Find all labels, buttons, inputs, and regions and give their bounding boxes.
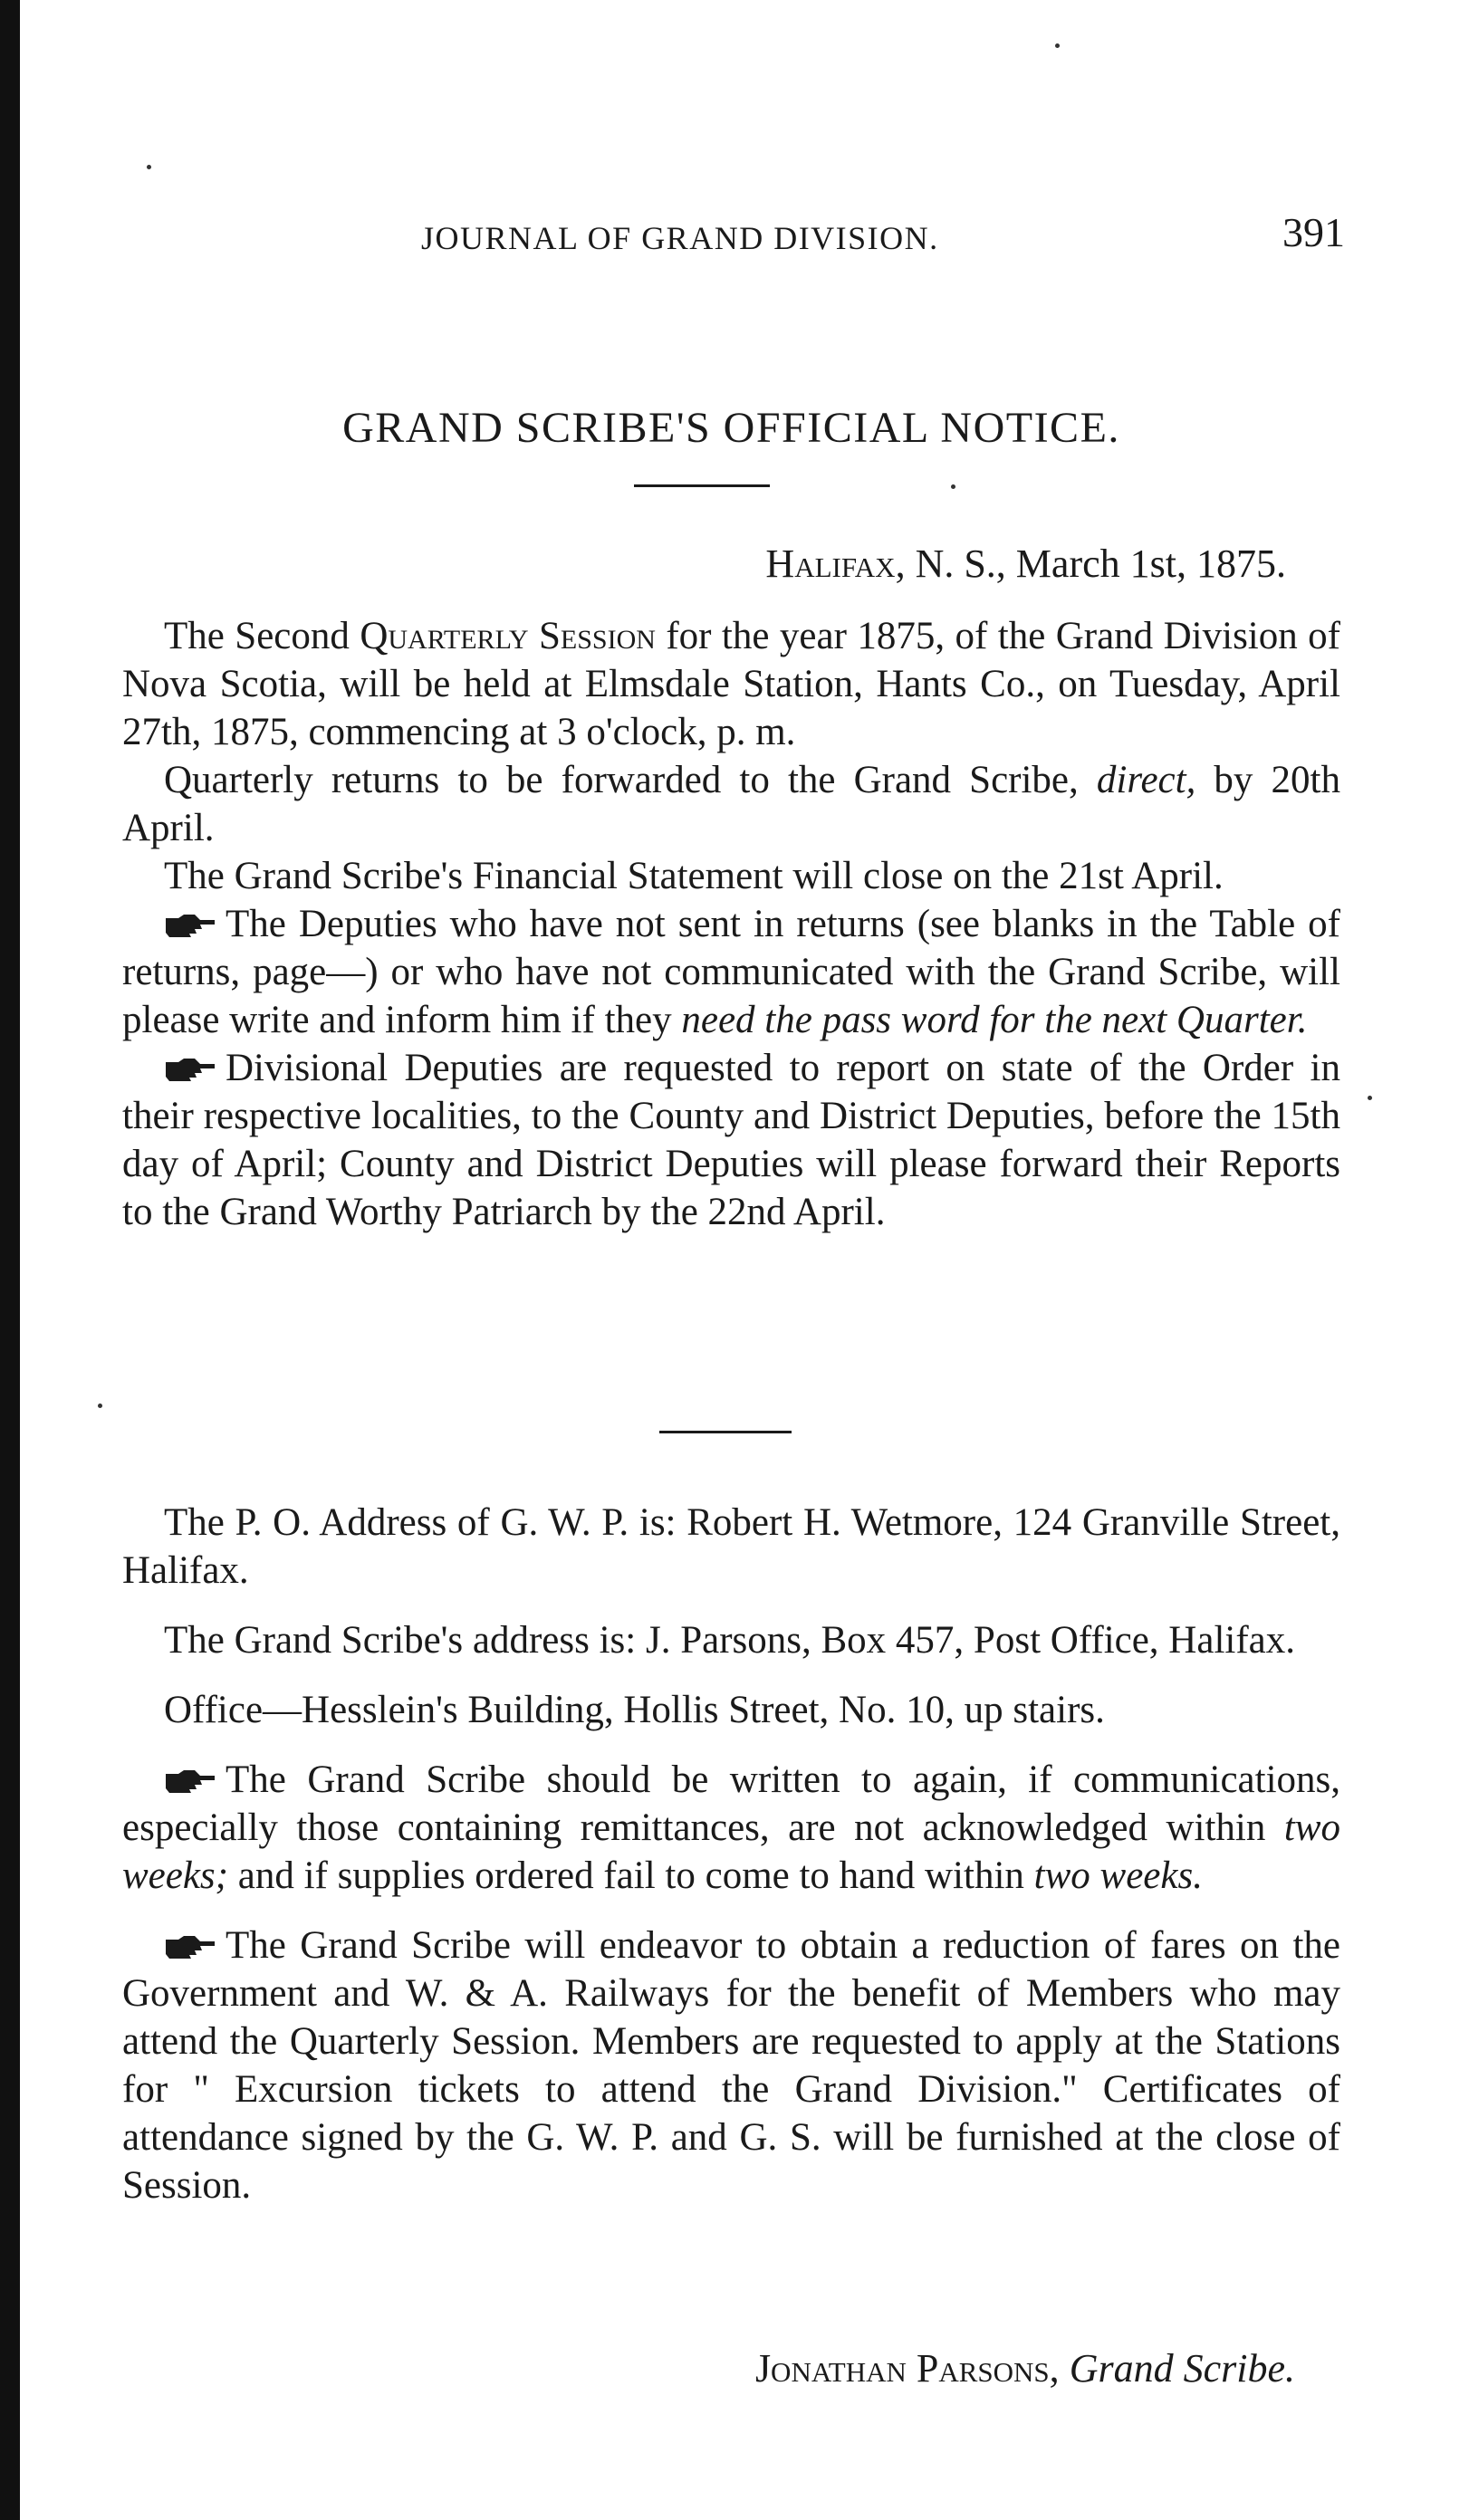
ink-speck: [98, 1404, 102, 1408]
notice-body: [122, 612, 1340, 1236]
notice-heading: GRAND SCRIBE'S OFFICIAL NOTICE.: [342, 404, 1120, 452]
signature-title: Grand Scribe.: [1069, 2346, 1295, 2391]
text-run: Divisional Deputies are requested to report on state of the Order in their respective localities, to the County and District Deputies, before the 15th day of April; County and District Deputies will please forward their Reports to the Grand Worthy Patriarch by the 22nd April.: [122, 1047, 1340, 1233]
ink-speck: [951, 484, 955, 489]
text-run-smallcaps: Quarterly Session: [360, 615, 656, 657]
paragraph-gwp-address: The P. O. Address of G. W. P. is: Robert H. Wetmore, 124 Granville Street, Halifax.: [122, 1501, 1340, 1592]
paragraph-financial-statement: The Grand Scribe's Financial Statement will close on the 21st April.: [164, 855, 1224, 897]
paragraph-quarterly-session: [122, 612, 1340, 756]
text-run: The Grand Scribe should be written to again, if communications, especially those containing remittances, are not acknowledged within: [122, 1758, 1340, 1849]
text-run: for the year 1875, of the Grand Division of Nova Scotia, will be held at Elmsdale Station, Hants Co., on Tuesday, April 27th, 1875, commencing at 3 o'clock, p. m.: [122, 615, 1341, 753]
text-run-italic: need the pass word for the next Quarter.: [681, 999, 1308, 1041]
manicule-icon: [164, 913, 216, 938]
divider-rule: [659, 1431, 792, 1433]
manicule-icon: [164, 1768, 216, 1794]
signature-name: Jonathan Parsons,: [754, 2346, 1060, 2391]
dateline-rest: , N. S., March 1st, 1875.: [895, 541, 1286, 586]
ink-speck: [1055, 43, 1060, 48]
ink-speck: [147, 165, 151, 169]
text-run-italic: direct,: [1096, 759, 1196, 801]
text-run: Quarterly returns to be forwarded to the Grand Scribe,: [164, 759, 1097, 801]
text-run: The Second: [164, 615, 360, 657]
paragraph-gs-address: The Grand Scribe's address is: J. Parsons, Box 457, Post Office, Halifax.: [164, 1619, 1295, 1662]
text-run: The Grand Scribe will endeavor to obtain a reduction of fares on the Government and W. & A. Railways for the benefit of Members who may attend the Quarterly Session. Members are requested to apply at the Stations for " Excursion tickets to attend the Grand Division." Certificates of attendance signed by the G. W. P. and G. S. will be furnished at the close of Session.: [122, 1924, 1340, 2207]
paragraph-divisional-deputies: [122, 1044, 1340, 1236]
divider-rule: [634, 484, 770, 487]
text-run-italic: two weeks.: [1033, 1854, 1203, 1897]
running-head-title: JOURNAL OF GRAND DIVISION.: [421, 220, 939, 256]
page-spine-edge: [0, 0, 20, 2520]
ink-speck: [1368, 1096, 1372, 1100]
text-run: by 20th April.: [122, 759, 1340, 849]
paragraph-quarterly-returns: [122, 756, 1340, 852]
addresses-block: [122, 1499, 1340, 2209]
paragraph-write-again: [122, 1756, 1340, 1900]
paragraph-deputies-returns: [122, 900, 1340, 1044]
running-head: [421, 201, 1345, 255]
manicule-icon: [164, 1057, 216, 1082]
text-run-italic: two weeks;: [122, 1806, 1340, 1897]
paragraph-office: Office—Hesslein's Building, Hollis Street, No. 10, up stairs.: [164, 1689, 1105, 1731]
text-run: and if supplies ordered fail to come to hand within: [228, 1854, 1034, 1897]
paragraph-fare-reduction: [122, 1921, 1340, 2209]
text-run: The Deputies who have not sent in returns (see blanks in the Table of returns, page—) or who have not communicated with the Grand Scribe, will please write and inform him if they: [122, 903, 1340, 1041]
page-number: 391: [1282, 209, 1345, 255]
dateline-place: Halifax: [765, 541, 896, 586]
signature: [122, 2345, 1340, 2391]
manicule-icon: [164, 1934, 216, 1959]
dateline: [122, 539, 1340, 589]
